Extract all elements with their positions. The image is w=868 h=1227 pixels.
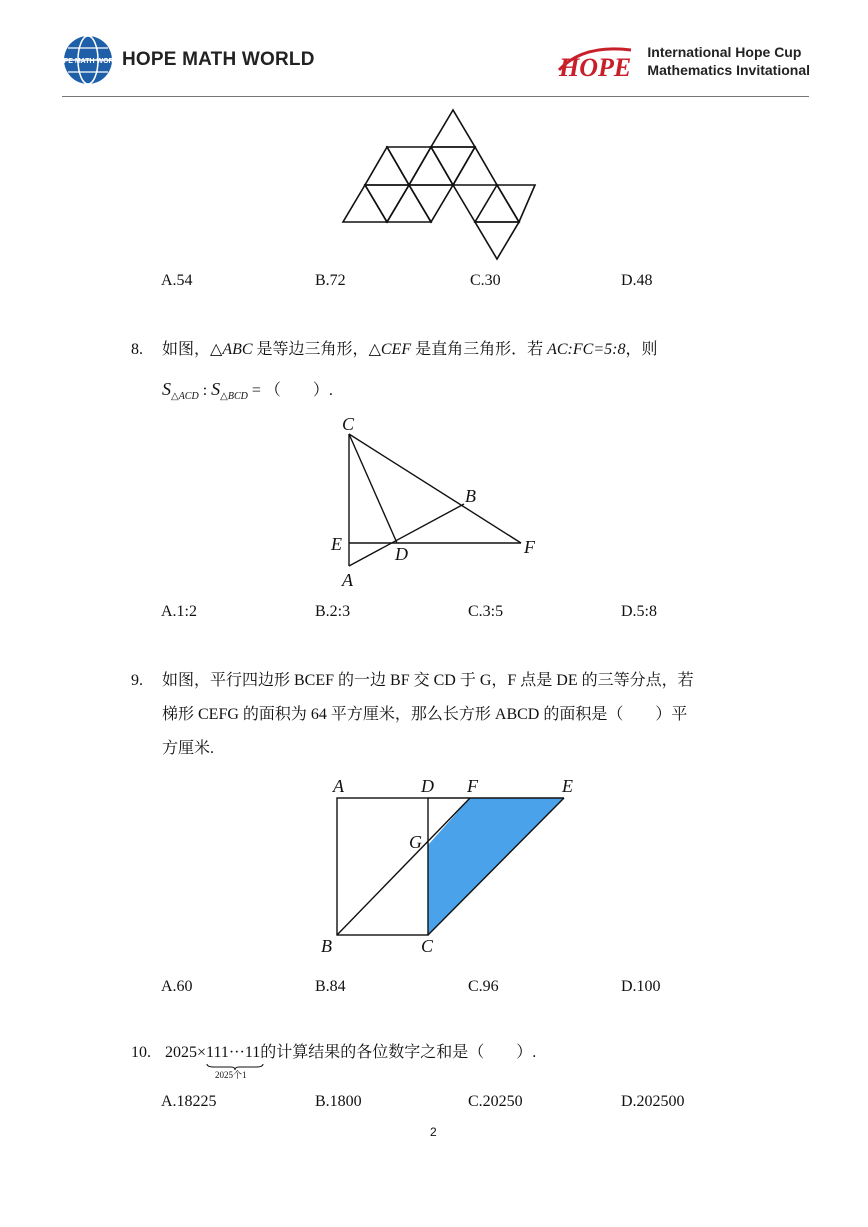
q9-line1: 如图，平行四边形 BCEF 的一边 BF 交 CD 于 G，F 点是 DE 的三等分点，若 <box>162 672 694 689</box>
q8-option-c: C.3:5 <box>468 603 504 620</box>
header-left-title: HOPE MATH WORLD <box>122 49 315 70</box>
q7-option-c: C.30 <box>470 272 501 289</box>
q10-line <box>165 1036 537 1080</box>
q9-label-f: F <box>467 776 478 796</box>
q8-line2 <box>162 372 333 414</box>
q8-option-b: B.2:3 <box>315 603 351 620</box>
q8-label-e: E <box>331 534 342 554</box>
q8-colon: : <box>198 382 212 399</box>
header-right-title <box>647 43 810 79</box>
q8-s1: S <box>162 379 171 399</box>
q7-triangle-net-figure <box>330 105 545 265</box>
header-right-line2: Mathematics Invitational <box>647 62 810 78</box>
q8-tri1: △ABC <box>210 341 253 358</box>
hope-logo-text: HOPE <box>559 53 632 82</box>
q9-line3: 方厘米. <box>162 740 215 757</box>
header-divider <box>62 96 809 97</box>
q8-text-d: ，则 <box>625 341 658 358</box>
globe-icon <box>53 34 123 86</box>
q9-label-a: A <box>333 776 344 796</box>
q10-brace-label: 2025个1 <box>215 1070 247 1080</box>
q8-option-d: D.5:8 <box>621 603 657 620</box>
hope-logo-icon <box>553 40 641 82</box>
q8-text-c: 是直角三角形．若 <box>411 341 548 358</box>
q10-option-a: A.18225 <box>161 1093 217 1110</box>
q8-text-a: 如图， <box>162 341 211 358</box>
q8-triangle-figure <box>325 410 555 595</box>
q10-factor: 2025 <box>165 1044 197 1061</box>
q10-option-b: B.1800 <box>315 1093 362 1110</box>
q9-label-g: G <box>409 832 422 852</box>
q8-tri2: △CEF <box>368 341 412 358</box>
q9-option-d: D.100 <box>621 978 661 995</box>
q8-label-c: C <box>342 414 355 434</box>
header-left-logo <box>53 34 315 86</box>
q9-option-a: A.60 <box>161 978 193 995</box>
q7-option-d: D.48 <box>621 272 653 289</box>
header-right-logo <box>553 40 810 82</box>
q8-label-a: A <box>342 570 353 590</box>
q7-option-a: A.54 <box>161 272 193 289</box>
q9-option-c: C.96 <box>468 978 499 995</box>
q9-line2: 梯形 CEFG 的面积为 64 平方厘米，那么长方形 ABCD 的面积是（ ）平 <box>162 706 688 723</box>
q8-line1 <box>162 333 657 367</box>
q10-ones: 111···11 <box>206 1044 261 1061</box>
q8-line2-end: = （ ）. <box>247 382 333 399</box>
page-number: 2 <box>430 1125 437 1139</box>
q8-label-b: B <box>465 486 476 506</box>
q7-option-b: B.72 <box>315 272 346 289</box>
q8-sub2: △BCD <box>220 391 248 403</box>
q10-rest: 的计算结果的各位数字之和是（ ）. <box>260 1044 537 1061</box>
q10-option-d: D.202500 <box>621 1093 685 1110</box>
q8-label-d: D <box>395 544 408 564</box>
q9-label-c: C <box>421 936 434 956</box>
q10-times: × <box>197 1044 207 1061</box>
q8-text-b: 是等边三角形， <box>252 341 369 358</box>
q9-label-d: D <box>421 776 434 796</box>
q8-ratio: AC:FC=5:8 <box>547 341 626 358</box>
q8-sub1: △ACD <box>171 391 199 403</box>
q8-s2: S <box>211 379 221 399</box>
q9-parallelogram-figure <box>315 772 585 957</box>
q8-number: 8. <box>131 341 143 358</box>
q9-option-b: B.84 <box>315 978 346 995</box>
q10-number: 10. <box>131 1044 151 1061</box>
q8-label-f: F <box>524 537 535 557</box>
q10-ones-group <box>206 1036 261 1080</box>
globe-ring-text: HOPE MATH WORLD <box>53 58 123 65</box>
q9-label-b: B <box>321 936 332 956</box>
header-right-line1: International Hope Cup <box>647 44 802 60</box>
q10-option-c: C.20250 <box>468 1093 523 1110</box>
q9-label-e: E <box>562 776 573 796</box>
q8-option-a: A.1:2 <box>161 603 197 620</box>
q9-number: 9. <box>131 672 143 689</box>
